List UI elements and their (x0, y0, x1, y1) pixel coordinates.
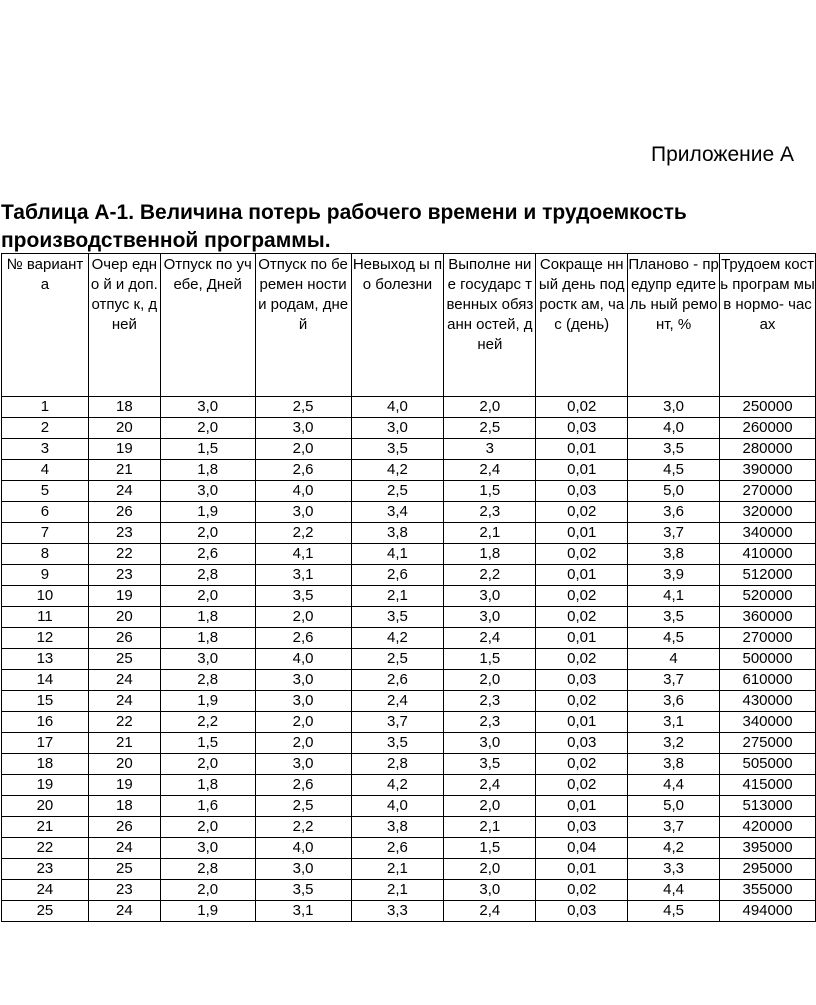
table-cell: 2,0 (444, 859, 536, 880)
table-cell: 3,1 (255, 901, 351, 922)
table-cell: 23 (88, 523, 160, 544)
table-cell: 6 (2, 502, 89, 523)
table-cell: 13 (2, 649, 89, 670)
table-cell: 3,8 (351, 523, 444, 544)
table-cell: 2,3 (444, 502, 536, 523)
table-row (2, 691, 816, 712)
table-cell: 0,02 (536, 502, 628, 523)
table-cell: 0,04 (536, 838, 628, 859)
table-cell: 24 (88, 901, 160, 922)
table-cell: 20 (88, 418, 160, 439)
table-cell: 19 (2, 775, 89, 796)
table-cell: 2,8 (160, 859, 255, 880)
table-cell: 2,4 (444, 460, 536, 481)
table-row (2, 460, 816, 481)
table-cell: 2,0 (255, 439, 351, 460)
table-cell: 3,5 (255, 880, 351, 901)
table-cell: 3,0 (160, 838, 255, 859)
table-cell: 2,1 (351, 859, 444, 880)
table-cell: 24 (88, 481, 160, 502)
table-cell: 5,0 (628, 481, 720, 502)
table-cell: 3,8 (628, 754, 720, 775)
column-header-9: Трудоем кость програм мы в нормо- часах (720, 254, 816, 397)
table-cell: 21 (88, 733, 160, 754)
table-cell: 2,0 (160, 523, 255, 544)
table-cell: 0,03 (536, 670, 628, 691)
table-cell: 1,5 (160, 439, 255, 460)
table-cell: 2,6 (351, 838, 444, 859)
table-cell: 270000 (720, 628, 816, 649)
table-cell: 512000 (720, 565, 816, 586)
table-cell: 0,02 (536, 607, 628, 628)
table-cell: 23 (88, 880, 160, 901)
appendix-label: Приложение А (651, 143, 795, 166)
table-cell: 3,8 (628, 544, 720, 565)
table-body (2, 397, 816, 922)
table-cell: 3,5 (255, 586, 351, 607)
table-cell: 1,6 (160, 796, 255, 817)
table-cell: 4,2 (628, 838, 720, 859)
table-cell: 4 (628, 649, 720, 670)
column-header-7: Сокраще нный день подростк ам, час (день) (536, 254, 628, 397)
table-cell: 2,4 (444, 628, 536, 649)
table-cell: 2,0 (255, 733, 351, 754)
table-cell: 3,3 (351, 901, 444, 922)
table-cell: 19 (88, 439, 160, 460)
table-cell: 4,1 (255, 544, 351, 565)
table-cell: 2,0 (444, 796, 536, 817)
table-cell: 355000 (720, 880, 816, 901)
table-cell: 3,7 (628, 670, 720, 691)
table-cell: 513000 (720, 796, 816, 817)
table-cell: 2,0 (444, 397, 536, 418)
table-cell: 23 (88, 565, 160, 586)
table-cell: 275000 (720, 733, 816, 754)
table-cell: 1,5 (444, 649, 536, 670)
table-cell: 2,6 (351, 565, 444, 586)
table-cell: 26 (88, 817, 160, 838)
table-cell: 3,0 (444, 880, 536, 901)
table-row (2, 712, 816, 733)
table-cell: 2,2 (444, 565, 536, 586)
table-cell: 21 (2, 817, 89, 838)
table-cell: 420000 (720, 817, 816, 838)
table-cell: 3,5 (351, 607, 444, 628)
table-cell: 1,9 (160, 901, 255, 922)
table-cell: 340000 (720, 523, 816, 544)
table-cell: 1,5 (160, 733, 255, 754)
table-cell: 3,0 (444, 586, 536, 607)
table-cell: 0,02 (536, 397, 628, 418)
table-cell: 3,8 (351, 817, 444, 838)
column-header-2: Очер едно й и доп. отпус к, дней (88, 254, 160, 397)
table-cell: 2,8 (351, 754, 444, 775)
table-cell: 2,5 (255, 796, 351, 817)
table-cell: 0,01 (536, 565, 628, 586)
table-cell: 3,6 (628, 691, 720, 712)
table-cell: 1,8 (160, 607, 255, 628)
table-cell: 0,03 (536, 481, 628, 502)
table-cell: 4,1 (628, 586, 720, 607)
table-row (2, 838, 816, 859)
table-row (2, 775, 816, 796)
table-cell: 26 (88, 502, 160, 523)
table-cell: 3,2 (628, 733, 720, 754)
table-cell: 410000 (720, 544, 816, 565)
table-cell: 18 (88, 796, 160, 817)
table-cell: 0,01 (536, 859, 628, 880)
table-cell: 3,5 (351, 439, 444, 460)
table-cell: 3,7 (351, 712, 444, 733)
column-header-4: Отпуск по беремен ности и родам, дней (255, 254, 351, 397)
table-cell: 390000 (720, 460, 816, 481)
table-row (2, 754, 816, 775)
table-row (2, 649, 816, 670)
table-cell: 3,0 (444, 607, 536, 628)
table-cell: 340000 (720, 712, 816, 733)
table-cell: 2,6 (255, 460, 351, 481)
table-cell: 3,0 (255, 754, 351, 775)
table-cell: 360000 (720, 607, 816, 628)
table-cell: 260000 (720, 418, 816, 439)
table-cell: 2,6 (255, 775, 351, 796)
table-cell: 4 (2, 460, 89, 481)
table-cell: 19 (88, 586, 160, 607)
table-cell: 20 (88, 754, 160, 775)
table-cell: 3,5 (628, 439, 720, 460)
table-cell: 0,02 (536, 649, 628, 670)
table-caption-line: производственной программы. (1, 229, 331, 252)
table-cell: 0,02 (536, 754, 628, 775)
table-cell: 2,0 (160, 754, 255, 775)
table-cell: 3,0 (628, 397, 720, 418)
table-cell: 2,0 (444, 670, 536, 691)
table-cell: 3,5 (628, 607, 720, 628)
column-header-1: № вариант а (2, 254, 89, 397)
table-cell: 2,5 (351, 481, 444, 502)
table-row (2, 565, 816, 586)
table-cell: 610000 (720, 670, 816, 691)
table-row (2, 670, 816, 691)
table-header-row (2, 254, 816, 397)
table-cell: 25 (88, 859, 160, 880)
table-cell: 2,0 (255, 712, 351, 733)
table-cell: 2,2 (255, 817, 351, 838)
column-header-6: Выполне ние государс твенных обязанн остей, дней (444, 254, 536, 397)
table-row (2, 418, 816, 439)
table-row (2, 733, 816, 754)
table-cell: 14 (2, 670, 89, 691)
table-cell: 3,7 (628, 817, 720, 838)
table-cell: 3,5 (351, 733, 444, 754)
table-cell: 19 (88, 775, 160, 796)
table-cell: 24 (88, 838, 160, 859)
table-caption-line: Таблица А-1. Величина потерь рабочего времени и трудоемкость (1, 201, 687, 224)
table-cell: 22 (2, 838, 89, 859)
table-cell: 0,01 (536, 460, 628, 481)
table-cell: 10 (2, 586, 89, 607)
table-row (2, 628, 816, 649)
table-cell: 494000 (720, 901, 816, 922)
table-cell: 1,8 (160, 460, 255, 481)
table-row (2, 397, 816, 418)
table-cell: 5 (2, 481, 89, 502)
work-time-loss-table (1, 253, 816, 922)
table-cell: 2,3 (444, 712, 536, 733)
table-cell: 0,01 (536, 712, 628, 733)
table-cell: 3,0 (255, 691, 351, 712)
table-cell: 3,0 (255, 418, 351, 439)
table-cell: 1,8 (160, 775, 255, 796)
table-cell: 2,3 (444, 691, 536, 712)
table-row (2, 544, 816, 565)
table-cell: 0,02 (536, 586, 628, 607)
table-cell: 3,0 (255, 859, 351, 880)
table-cell: 3,0 (160, 397, 255, 418)
table-cell: 3,6 (628, 502, 720, 523)
table-cell: 3,0 (444, 733, 536, 754)
table-cell: 9 (2, 565, 89, 586)
table-cell: 24 (88, 670, 160, 691)
table-cell: 415000 (720, 775, 816, 796)
table-row (2, 523, 816, 544)
table-cell: 2,1 (351, 880, 444, 901)
table-cell: 3,1 (628, 712, 720, 733)
table-cell: 22 (88, 712, 160, 733)
table-cell: 0,03 (536, 817, 628, 838)
table-cell: 2,0 (255, 607, 351, 628)
table-cell: 16 (2, 712, 89, 733)
table-cell: 3,0 (255, 502, 351, 523)
table-cell: 23 (2, 859, 89, 880)
table-cell: 2 (2, 418, 89, 439)
table-cell: 3,5 (444, 754, 536, 775)
table-cell: 3 (2, 439, 89, 460)
table-cell: 4,5 (628, 628, 720, 649)
table-cell: 2,5 (444, 418, 536, 439)
table-cell: 4,0 (628, 418, 720, 439)
table-cell: 7 (2, 523, 89, 544)
table-cell: 2,6 (351, 670, 444, 691)
table-cell: 0,02 (536, 544, 628, 565)
table-cell: 2,2 (255, 523, 351, 544)
table-cell: 11 (2, 607, 89, 628)
table-cell: 0,03 (536, 901, 628, 922)
table-cell: 2,5 (351, 649, 444, 670)
table-cell: 2,0 (160, 586, 255, 607)
table-cell: 280000 (720, 439, 816, 460)
table-cell: 1,5 (444, 481, 536, 502)
table-cell: 430000 (720, 691, 816, 712)
table-cell: 4,0 (255, 481, 351, 502)
table-cell: 25 (2, 901, 89, 922)
table-cell: 2,1 (351, 586, 444, 607)
table-cell: 26 (88, 628, 160, 649)
column-header-5: Невыход ы по болезни (351, 254, 444, 397)
table-cell: 24 (88, 691, 160, 712)
table-cell: 505000 (720, 754, 816, 775)
table-row (2, 586, 816, 607)
table-cell: 3,0 (255, 670, 351, 691)
table-cell: 2,0 (160, 817, 255, 838)
table-cell: 1,8 (444, 544, 536, 565)
table-cell: 0,01 (536, 439, 628, 460)
table-cell: 4,2 (351, 628, 444, 649)
table-cell: 2,4 (444, 775, 536, 796)
table-cell: 320000 (720, 502, 816, 523)
table-row (2, 607, 816, 628)
table-cell: 21 (88, 460, 160, 481)
table-cell: 17 (2, 733, 89, 754)
table-cell: 3,4 (351, 502, 444, 523)
table-cell: 0,01 (536, 796, 628, 817)
table-cell: 3,0 (160, 649, 255, 670)
table-cell: 2,6 (255, 628, 351, 649)
table-cell: 4,5 (628, 460, 720, 481)
table-cell: 3,3 (628, 859, 720, 880)
table-cell: 12 (2, 628, 89, 649)
table-row (2, 502, 816, 523)
table-cell: 2,4 (351, 691, 444, 712)
table-cell: 2,1 (444, 523, 536, 544)
column-header-8: Планово - предупр едитель ный ремонт, % (628, 254, 720, 397)
table-cell: 4,2 (351, 460, 444, 481)
table-cell: 500000 (720, 649, 816, 670)
table-cell: 3,1 (255, 565, 351, 586)
table-cell: 20 (2, 796, 89, 817)
table-cell: 2,8 (160, 670, 255, 691)
table-row (2, 817, 816, 838)
table-cell: 1 (2, 397, 89, 418)
table-cell: 3,7 (628, 523, 720, 544)
table-cell: 4,0 (255, 649, 351, 670)
table-cell: 250000 (720, 397, 816, 418)
table-cell: 0,01 (536, 628, 628, 649)
table-cell: 270000 (720, 481, 816, 502)
column-header-3: Отпуск по учебе, Дней (160, 254, 255, 397)
table-row (2, 439, 816, 460)
table-cell: 18 (88, 397, 160, 418)
table-row (2, 880, 816, 901)
table-cell: 395000 (720, 838, 816, 859)
table-cell: 3 (444, 439, 536, 460)
table-cell: 0,03 (536, 418, 628, 439)
table-cell: 22 (88, 544, 160, 565)
table-cell: 1,5 (444, 838, 536, 859)
table-cell: 1,8 (160, 628, 255, 649)
table-cell: 0,02 (536, 691, 628, 712)
table-cell: 1,9 (160, 691, 255, 712)
table-cell: 4,1 (351, 544, 444, 565)
table-cell: 295000 (720, 859, 816, 880)
table-cell: 20 (88, 607, 160, 628)
table-cell: 2,0 (160, 880, 255, 901)
table-row (2, 481, 816, 502)
table-cell: 4,4 (628, 775, 720, 796)
table-cell: 2,8 (160, 565, 255, 586)
table-row (2, 859, 816, 880)
table-caption (1, 199, 816, 255)
table-cell: 25 (88, 649, 160, 670)
table-cell: 4,5 (628, 901, 720, 922)
table-cell: 15 (2, 691, 89, 712)
table-cell: 4,2 (351, 775, 444, 796)
table-cell: 0,02 (536, 880, 628, 901)
table-cell: 5,0 (628, 796, 720, 817)
table-cell: 8 (2, 544, 89, 565)
table-cell: 3,0 (351, 418, 444, 439)
table-cell: 2,5 (255, 397, 351, 418)
table-cell: 0,03 (536, 733, 628, 754)
table-cell: 3,0 (160, 481, 255, 502)
table-cell: 520000 (720, 586, 816, 607)
table-cell: 4,0 (351, 796, 444, 817)
table-cell: 4,0 (351, 397, 444, 418)
table-cell: 2,4 (444, 901, 536, 922)
table-cell: 2,0 (160, 418, 255, 439)
table-cell: 3,9 (628, 565, 720, 586)
table-cell: 0,02 (536, 775, 628, 796)
table-cell: 2,2 (160, 712, 255, 733)
table-row (2, 796, 816, 817)
table-cell: 4,0 (255, 838, 351, 859)
table-cell: 2,6 (160, 544, 255, 565)
table-cell: 2,1 (444, 817, 536, 838)
table-cell: 18 (2, 754, 89, 775)
table-cell: 4,4 (628, 880, 720, 901)
table-row (2, 901, 816, 922)
table-cell: 0,01 (536, 523, 628, 544)
table-cell: 1,9 (160, 502, 255, 523)
table-cell: 24 (2, 880, 89, 901)
